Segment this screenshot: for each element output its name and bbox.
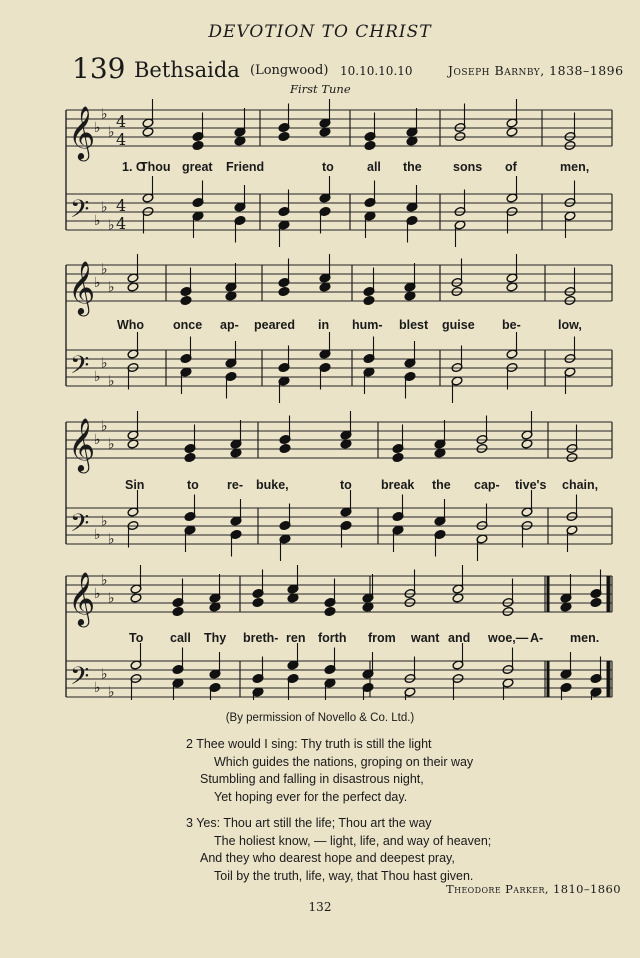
bass-clef: 𝄢 [70, 195, 90, 230]
lyric-syllable: ren [286, 631, 306, 645]
verse-2 [186, 736, 473, 806]
flat-sign: ♭ [94, 586, 101, 602]
flat-sign: ♭ [101, 106, 108, 123]
lyricist: Theodore Parker, 1810–1860 [446, 882, 621, 896]
lyric-syllable: To [129, 631, 144, 645]
verse-line: Which guides the nations, groping on their way [214, 754, 474, 769]
note-head [172, 606, 184, 616]
verse-line: Yet hoping ever for the perfect day. [214, 789, 408, 804]
lyric-syllable: woe,— [488, 631, 529, 645]
lyric-syllable: ap- [220, 318, 239, 332]
treble-clef: 𝄞 [68, 571, 96, 625]
note-head [278, 286, 290, 296]
bass-clef: 𝄢 [70, 662, 90, 697]
hymn-number: 139 [72, 52, 126, 85]
verse-3 [186, 815, 491, 885]
note-head [364, 140, 376, 150]
flat-sign: ♭ [101, 261, 108, 278]
lyric-syllable: be- [502, 318, 521, 332]
flat-sign: ♭ [108, 684, 115, 700]
note-head [252, 597, 264, 607]
lyric-syllable: sons [453, 160, 483, 174]
flat-sign: ♭ [108, 436, 115, 453]
treble-clef: 𝄞 [68, 417, 96, 471]
lyric-syllable: 1. O [122, 160, 146, 174]
note-head [363, 295, 375, 305]
lyric-syllable: of [505, 160, 517, 174]
lyric-syllable: to [187, 478, 199, 492]
verse-line: Yes: Thou art still the life; Thou art the way [196, 816, 432, 830]
time-signature-bottom: 4 [116, 214, 127, 233]
verse-line: Thee would I sing: Thy truth is still the light [196, 737, 432, 751]
flat-sign: ♭ [108, 124, 115, 141]
flat-sign: ♭ [101, 355, 108, 372]
lyric-syllable: the [432, 478, 451, 492]
verse-line: The holiest know, — light, life, and way of heaven; [214, 833, 492, 848]
lyric-syllable: chain, [562, 478, 599, 492]
flat-sign: ♭ [94, 680, 101, 696]
flat-sign: ♭ [94, 527, 101, 543]
composer: Joseph Barnby, 1838–1896 [448, 63, 624, 78]
alternate-tune-name: (Longwood) [250, 63, 329, 78]
lyric-syllable: break [381, 478, 415, 492]
note-head [590, 597, 602, 607]
lyric-syllable: breth- [243, 631, 279, 645]
bass-clef: 𝄢 [70, 351, 90, 386]
lyric-syllable: Thy [204, 631, 227, 645]
lyric-syllable: to [340, 478, 352, 492]
permission-note: (By permission of Novello & Co. Ltd.) [225, 712, 415, 724]
lyric-syllable: hum- [352, 318, 383, 332]
note-head [184, 452, 196, 462]
time-signature-top: 4 [116, 196, 127, 215]
lyric-syllable: guise [442, 318, 475, 332]
treble-clef: 𝄞 [68, 260, 96, 314]
lyric-syllable: low, [558, 318, 582, 332]
page-number: 132 [308, 900, 332, 914]
lyric-syllable: once [173, 318, 203, 332]
flat-sign: ♭ [108, 590, 115, 607]
tune-name: Bethsaida [134, 58, 240, 82]
flat-sign: ♭ [94, 369, 101, 385]
lyric-syllable: men, [560, 160, 590, 174]
verse-number: 2 [186, 737, 193, 751]
flat-sign: ♭ [108, 217, 115, 234]
lyric-syllable: great [182, 160, 213, 174]
meter: 10.10.10.10 [340, 64, 413, 78]
section-header: DEVOTION TO CHRIST [208, 22, 432, 42]
lyric-syllable: peared [254, 318, 295, 332]
flat-sign: ♭ [101, 572, 108, 589]
lyric-syllable: all [367, 160, 381, 174]
lyric-syllable: the [403, 160, 422, 174]
verse-number: 3 [186, 816, 193, 830]
note-head [180, 295, 192, 305]
lyric-syllable: Who [117, 318, 145, 332]
lyric-syllable: tive's [515, 478, 547, 492]
treble-clef: 𝄞 [68, 105, 96, 159]
note-head [324, 606, 336, 616]
lyric-syllable: cap- [474, 478, 500, 492]
flat-sign: ♭ [94, 275, 101, 291]
flat-sign: ♭ [101, 418, 108, 435]
bass-clef: 𝄢 [70, 509, 90, 544]
note-head [392, 452, 404, 462]
time-signature-top: 4 [116, 112, 127, 131]
lyric-syllable: re- [227, 478, 243, 492]
lyric-syllable: Sin [125, 478, 145, 492]
verse-line: And they who dearest hope and deepest pray, [200, 851, 455, 865]
verse-line: Stumbling and falling in disastrous night, [200, 772, 424, 786]
flat-sign: ♭ [101, 199, 108, 216]
flat-sign: ♭ [94, 432, 101, 448]
note-head [279, 443, 291, 453]
lyric-syllable: from [368, 631, 396, 645]
flat-sign: ♭ [101, 513, 108, 530]
lyric-syllable: Friend [226, 160, 265, 174]
lyric-syllable: A- [530, 631, 544, 645]
flat-sign: ♭ [108, 531, 115, 548]
verse-line: Toil by the truth, life, way, that Thou hast given. [214, 868, 474, 883]
flat-sign: ♭ [94, 120, 101, 136]
time-signature-bottom: 4 [116, 130, 127, 149]
lyric-syllable: in [318, 318, 330, 332]
flat-sign: ♭ [101, 666, 108, 683]
lyric-syllable: blest [399, 318, 429, 332]
lyric-syllable: buke, [256, 478, 289, 492]
lyric-syllable: call [170, 631, 191, 645]
lyric-syllable: forth [318, 631, 347, 645]
note-head [278, 131, 290, 141]
flat-sign: ♭ [108, 373, 115, 390]
lyric-syllable: Thou [140, 160, 171, 174]
lyric-syllable: want [411, 631, 440, 645]
lyric-syllable: men. [570, 631, 600, 645]
flat-sign: ♭ [108, 279, 115, 296]
tune-label: First Tune [290, 82, 351, 96]
lyric-syllable: to [322, 160, 334, 174]
note-head [192, 140, 204, 150]
flat-sign: ♭ [94, 213, 101, 229]
lyric-syllable: and [448, 631, 471, 645]
